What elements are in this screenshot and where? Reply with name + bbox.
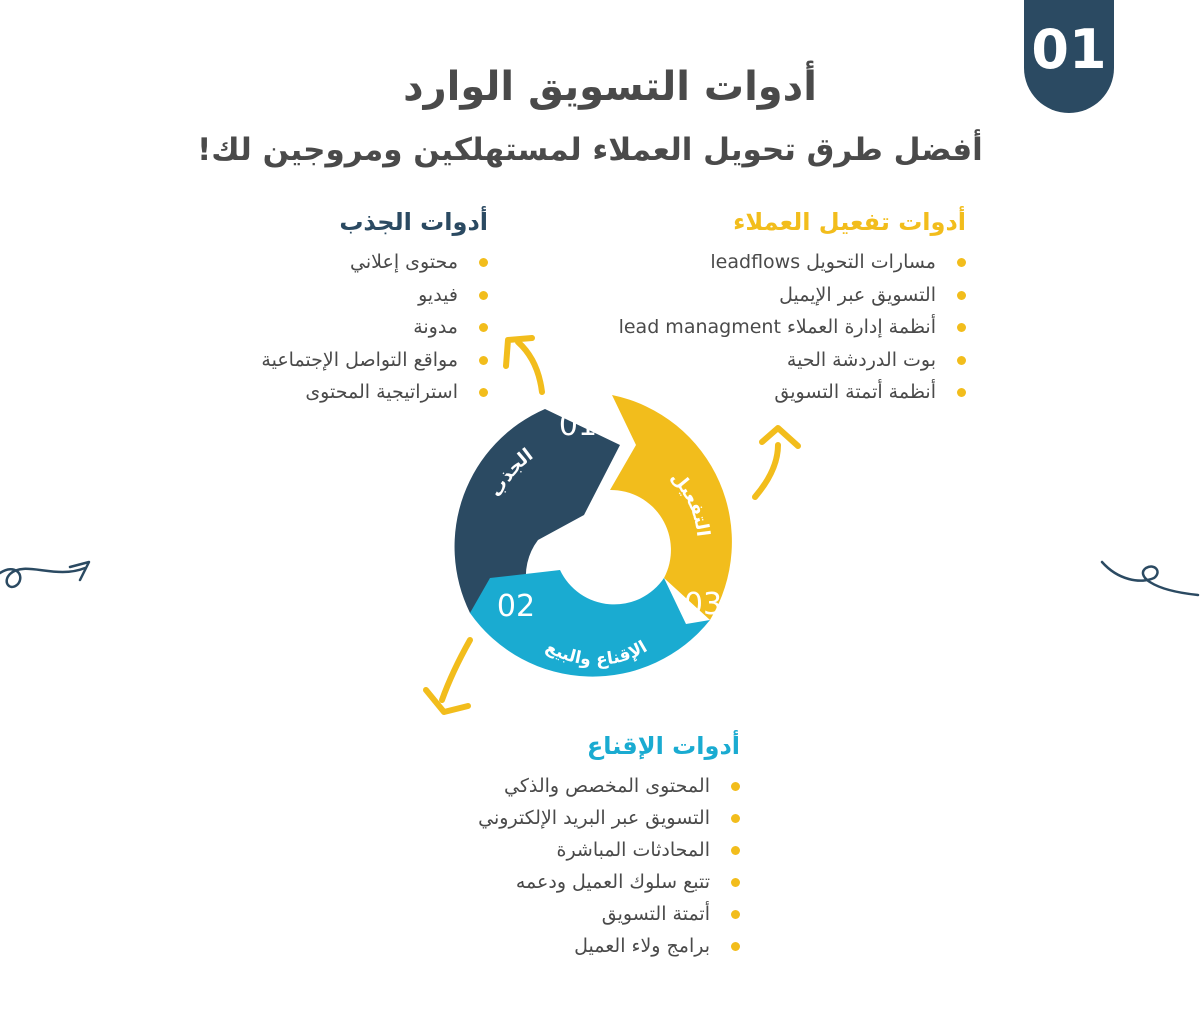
list-item: أنظمة أتمتة التسويق — [619, 376, 966, 409]
list-item: مواقع التواصل الإجتماعية — [261, 344, 488, 377]
decorative-loop-arrow-icon — [0, 568, 85, 587]
list-item: برامج ولاء العميل — [478, 930, 740, 962]
list-item: استراتيجية المحتوى — [261, 376, 488, 409]
list-item: مدونة — [261, 311, 488, 344]
list-item: بوت الدردشة الحية — [619, 344, 966, 377]
curved-arrow-to-attract-icon — [518, 342, 542, 392]
persuasion-segment-label: الإقناع والبيع — [542, 637, 651, 671]
persuasion-step-number: 02 — [496, 589, 536, 624]
list-item: تتبع سلوك العميل ودعمه — [478, 866, 740, 898]
attract-tools-title: أدوات الجذب — [339, 208, 488, 236]
attract-step-number: 01 — [558, 408, 598, 443]
badge-number: 01 — [1031, 18, 1107, 81]
activation-segment-label: التفعيل — [666, 467, 714, 538]
attract-segment-label: الجذب — [485, 444, 538, 501]
list-item: المحادثات المباشرة — [478, 834, 740, 866]
page-title: أدوات التسويق الوارد — [403, 64, 817, 110]
list-item: فيديو — [261, 279, 488, 312]
list-item: المحتوى المخصص والذكي — [478, 770, 740, 802]
list-item: التسويق عبر البريد الإلكتروني — [478, 802, 740, 834]
list-item: محتوى إعلاني — [261, 246, 488, 279]
activation-tools-title: أدوات تفعيل العملاء — [733, 208, 966, 236]
curved-arrow-to-persuasion-icon — [442, 640, 470, 700]
curved-arrow-to-activation-icon — [755, 445, 778, 497]
persuasion-tools-title: أدوات الإقناع — [586, 732, 740, 760]
list-item: أتمتة التسويق — [478, 898, 740, 930]
list-item: أنظمة إدارة العملاء lead managment — [619, 311, 966, 344]
decorative-loop-arrow-icon — [1102, 562, 1198, 595]
list-item: التسويق عبر الإيميل — [619, 279, 966, 312]
list-item: مسارات التحويل leadflows — [619, 246, 966, 279]
page-subtitle: أفضل طرق تحويل العملاء لمستهلكين ومروجين لك! — [197, 132, 983, 168]
activation-step-number: 03 — [683, 587, 723, 622]
